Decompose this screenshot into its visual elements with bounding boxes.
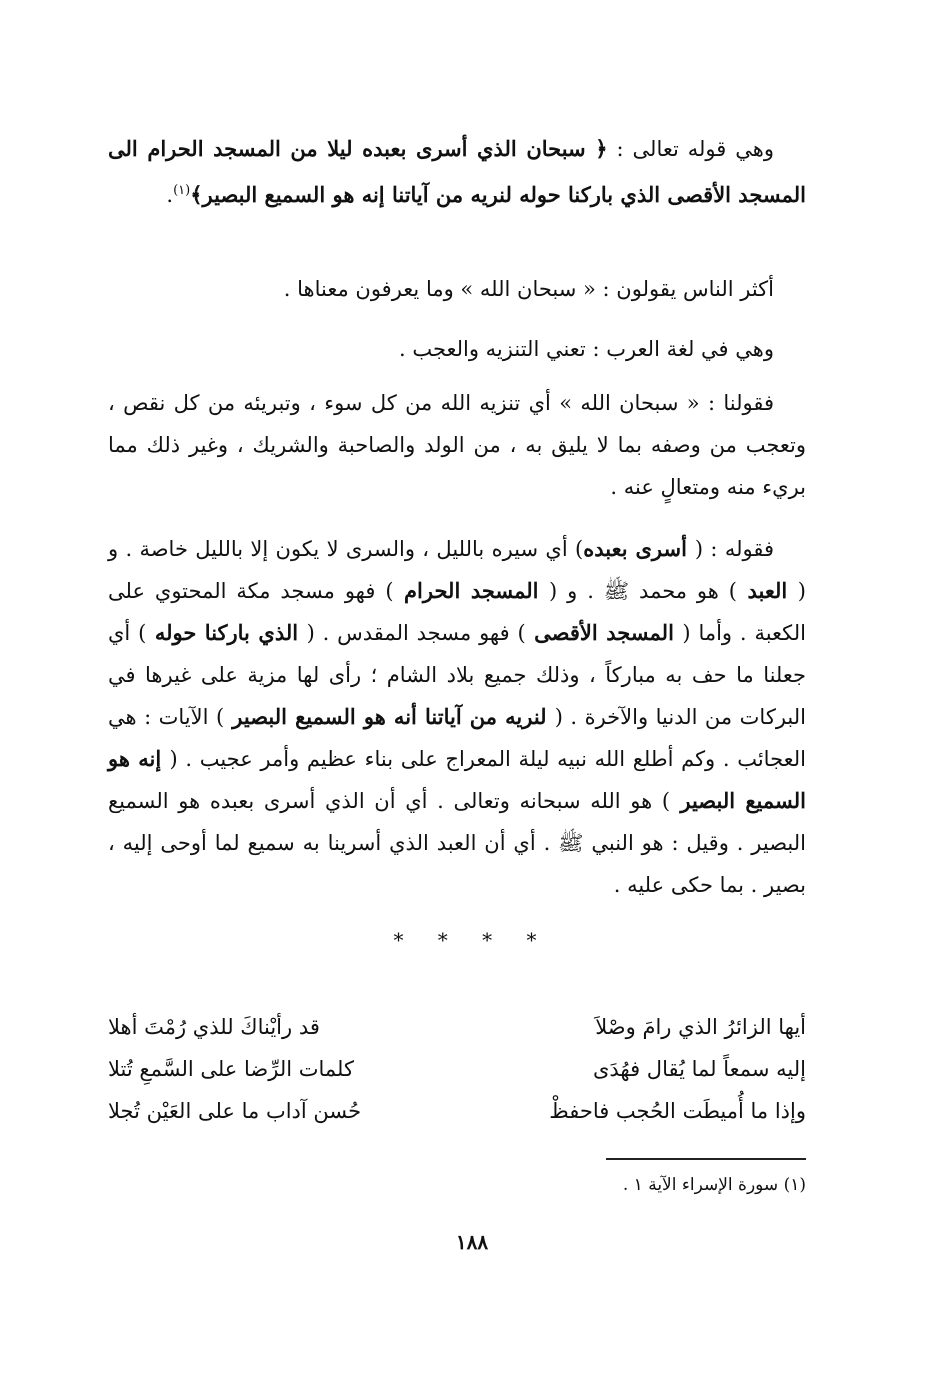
- tafsir-text: ) أي جعلنا ما حف به مباركاً ، وذلك جميع بلاد الشام ؛ رأى لها مزية على غيرها في البركات من الدنيا والآخرة . (: [108, 621, 806, 729]
- tafsir-text: ) أي سيره بالليل ، والسرى لا يكون إلا بالليل خاصة . و (: [108, 537, 806, 603]
- poem-hemistich-first: وإذا ما أُميطَت الحُجب فاحفظْ: [549, 1099, 806, 1123]
- section-separator: * * * *: [393, 928, 551, 952]
- poem-hemistich-first: أيها الزائرُ الذي رامَ وصْلاَ: [595, 1015, 806, 1039]
- paragraph-text: فقولنا : « سبحان الله » أي تنزيه الله من كل سوء ، وتبريئه من كل نقص ، وتعجب من وصفه بما لا يليق به ، من الولد والصاحبة والشريك ، وغير ذلك مما بريء منه ومتعالٍ عنه .: [108, 391, 806, 499]
- poem-verse: [108, 1006, 806, 1048]
- tafsir-term: إنه هو السميع البصير: [108, 746, 806, 813]
- tafsir-text: ) فهو مسجد المقدس . (: [306, 621, 526, 645]
- paragraph-verse: [108, 128, 806, 216]
- poem-hemistich-second: قد رأيْناكَ للذي رُمْتَ أهلا: [108, 1015, 320, 1039]
- tafsir-term: المسجد الحرام: [393, 578, 550, 603]
- paragraph-people-say: [108, 268, 806, 310]
- footnote-marker: (١): [173, 183, 191, 198]
- tafsir-text: ) هو الله سبحانه وتعالى . أي أن الذي أسرى بعبده هو السميع البصير . وقيل : هو النبي ﷺ . أي أن العبد الذي أسرينا به سميع لما أوحى إليه ، بصير . بما حكى عليه .: [108, 789, 806, 897]
- tafsir-text: ) هو محمد ﷺ . و (: [549, 579, 737, 603]
- tafsir-term: أسرى بعبده: [583, 536, 695, 561]
- poem-verse: [108, 1048, 806, 1090]
- page-number: ١٨٨: [455, 1230, 489, 1254]
- quran-verse: ﴿ سبحان الذي أسرى بعبده ليلا من المسجد الحرام الى المسجد الأقصى الذي باركنا حوله لنريه من آياتنا إنه هو السميع البصير﴾: [108, 136, 806, 207]
- poem: [108, 1006, 806, 1132]
- paragraph-text: أكثر الناس يقولون : « سبحان الله » وما يعرفون معناها .: [283, 277, 774, 301]
- paragraph-tafsir: [108, 528, 806, 906]
- tafsir-term: المسجد الأقصى: [525, 620, 683, 645]
- poem-hemistich-first: إليه سمعاً لما يُقال فهُدَى: [592, 1057, 806, 1081]
- tafsir-term: لنريه من آياتنا أنه هو السميع البصير: [224, 704, 555, 729]
- poem-hemistich-second: حُسن آداب ما على العَيْن تُجلا: [108, 1099, 362, 1123]
- poem-hemistich-second: كلمات الرِّضا على السَّمعِ تُتلا: [108, 1057, 354, 1081]
- verse-end: .: [166, 183, 174, 207]
- footnote-divider: [606, 1158, 806, 1160]
- tafsir-text: فقوله : (: [694, 537, 774, 561]
- tafsir-term: الذي باركنا حوله: [146, 620, 307, 645]
- tafsir-term: العبد: [736, 578, 798, 603]
- paragraph-arabic-meaning: [108, 328, 806, 370]
- verse-intro: وهي قوله تعالى :: [616, 137, 774, 161]
- footnote: (١) سورة الإسراء الآية ١ .: [622, 1175, 806, 1195]
- poem-verse: [108, 1090, 806, 1132]
- tafsir-text: ) الآيات : هي العجائب . وكم أطلع الله نبيه ليلة المعراج على بناء عظيم وأمر عجيب . (: [108, 705, 807, 771]
- tafsir-text: ) فهو مسجد مكة المحتوي على الكعبة . وأما (: [108, 579, 807, 645]
- paragraph-tanzih: [108, 382, 806, 508]
- paragraph-text: وهي في لغة العرب : تعني التنزيه والعجب .: [398, 337, 774, 361]
